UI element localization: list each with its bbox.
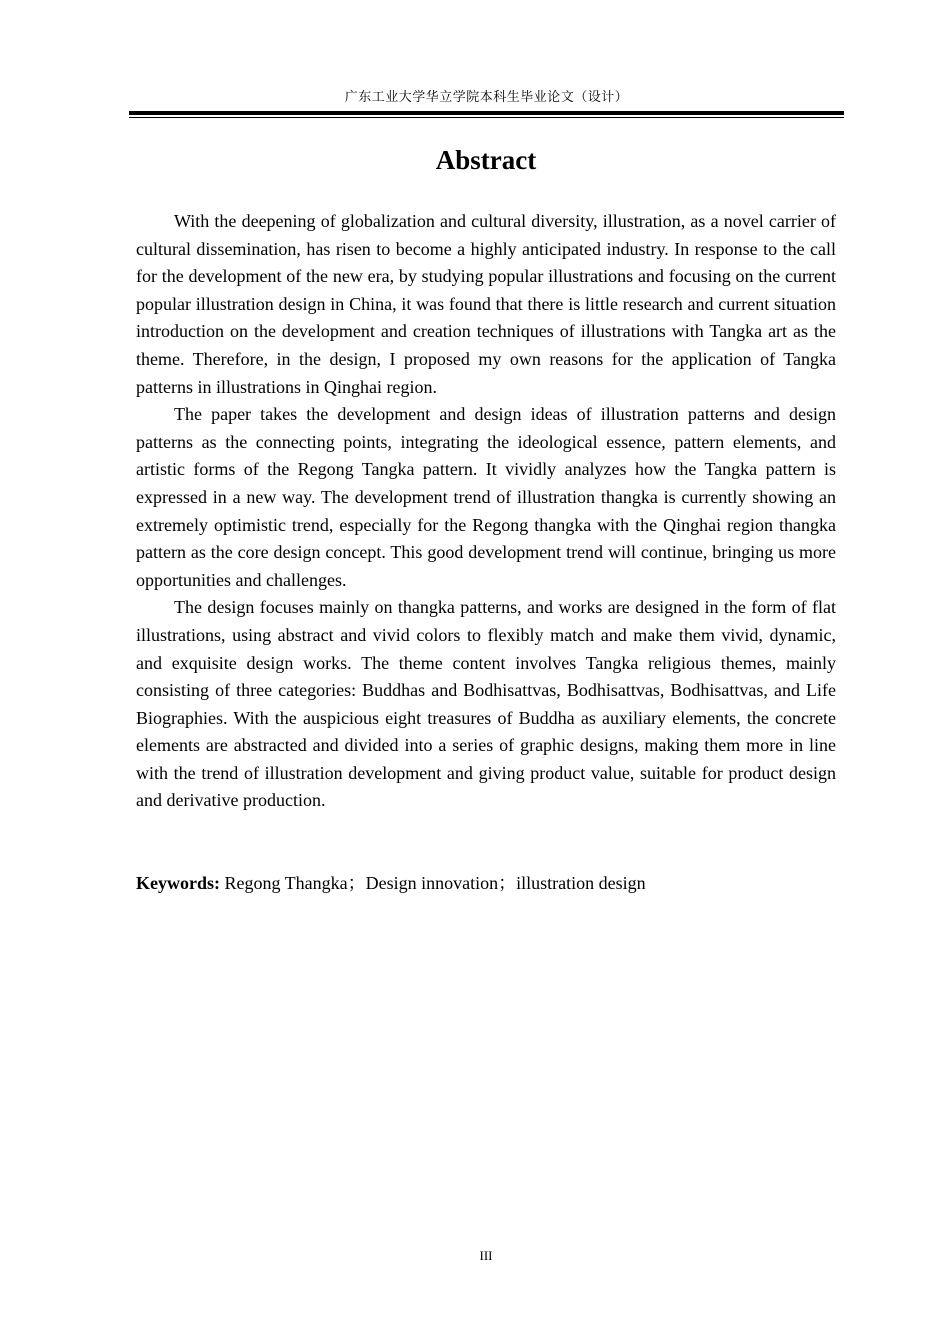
abstract-paragraph-2: The paper takes the development and design ideas of illustration patterns and design patterns as the connecting points, integrating the ideological essence, pattern elements, and artistic forms of the Regong Tangka pattern. It vividly analyzes how the Tangka pattern is expressed in a new way. The development trend of illustration thangka is currently showing an extremely optimistic trend, especially for the Regong thangka with the Qinghai region thangka pattern as the core design concept. This good development trend will continue, bringing us more opportunities and challenges.: [136, 404, 836, 590]
header-rule-thin: [129, 117, 844, 118]
abstract-body: [136, 208, 836, 815]
keywords-line: [136, 870, 836, 897]
keywords-text: Regong Thangka；Design innovation；illustration design: [224, 873, 646, 893]
header-rule-thick: [129, 111, 844, 115]
page-number: III: [479, 1248, 493, 1263]
abstract-paragraph-3: The design focuses mainly on thangka patterns, and works are designed in the form of flat illustrations, using abstract and vivid colors to flexibly match and make them vivid, dynamic, and exquisite design works. The theme content involves Tangka religious themes, mainly consisting of three categories: Buddhas and Bodhisattvas, Bodhisattvas, Bodhisattvas, and Life Biographies. With the auspicious eight treasures of Buddha as auxiliary elements, the concrete elements are abstracted and divided into a series of graphic designs, making them more in line with the trend of illustration development and giving product value, suitable for product design and derivative production.: [136, 597, 836, 811]
keywords-label: Keywords:: [136, 873, 220, 893]
running-header: 广东工业大学华立学院本科生毕业论文（设计）: [344, 90, 629, 105]
abstract-title: Abstract: [435, 145, 537, 175]
abstract-paragraph-1: With the deepening of globalization and cultural diversity, illustration, as a novel carrier of cultural dissemination, has risen to become a highly anticipated industry. In response to the call for the development of the new era, by studying popular illustrations and focusing on the current popular illustration design in China, it was found that there is little research and current situation introduction on the development and creation techniques of illustrations with Tangka art as the theme. Therefore, in the design, I proposed my own reasons for the application of Tangka patterns in illustrations in Qinghai region.: [136, 211, 836, 397]
